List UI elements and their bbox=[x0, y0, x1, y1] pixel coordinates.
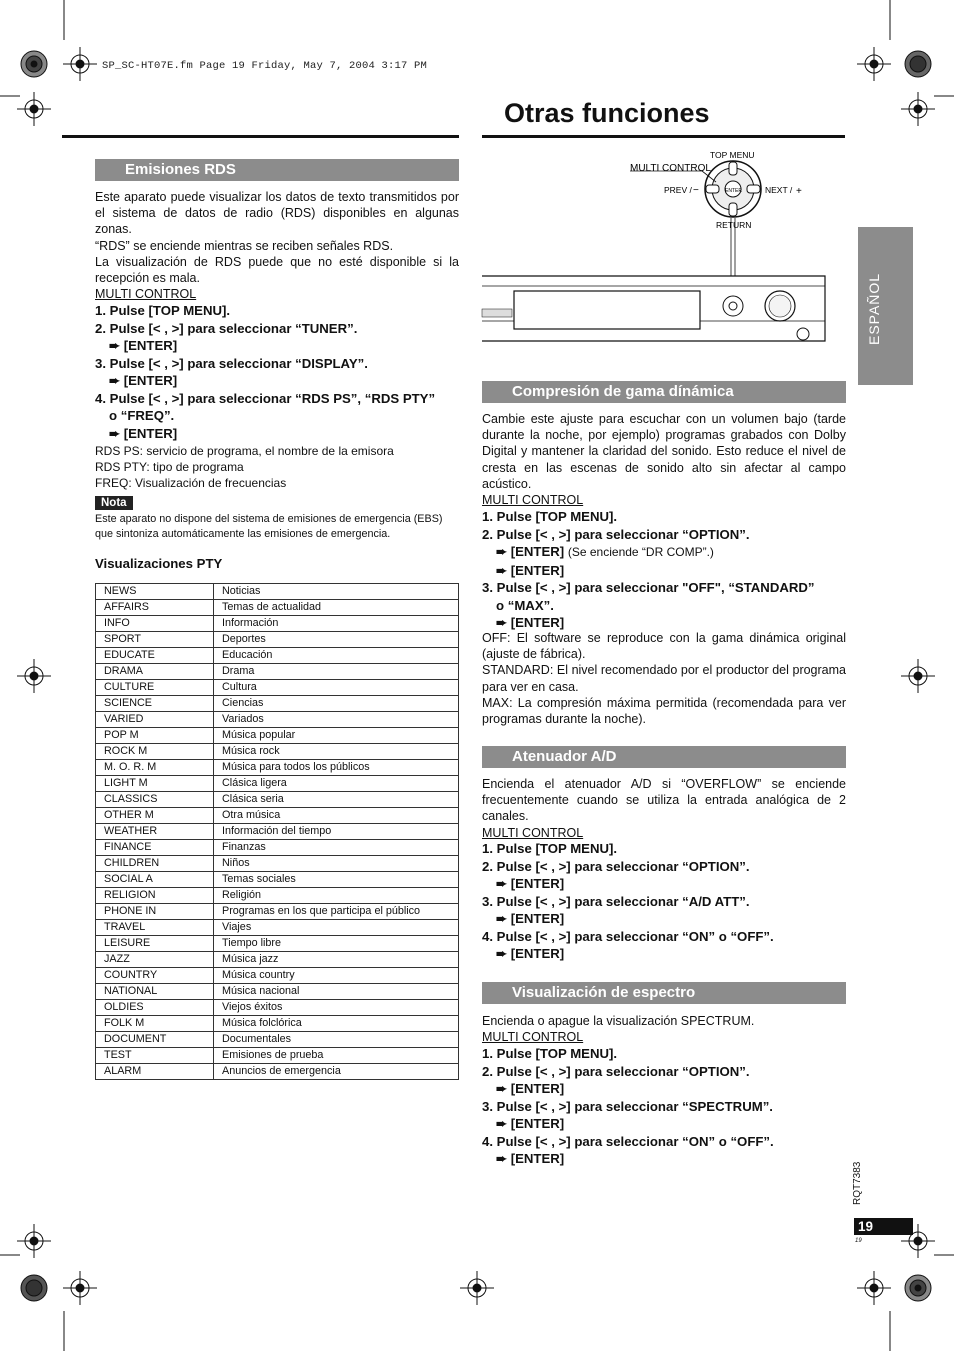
rds-intro bbox=[95, 189, 459, 302]
step: 3. Pulse [< , >] para seleccionar "OFF", “STANDARD” bbox=[482, 580, 815, 595]
page-number: 19 bbox=[854, 1218, 913, 1235]
pty-code-cell: TRAVEL bbox=[96, 920, 214, 936]
table-row bbox=[96, 584, 459, 600]
pty-description-cell: Niños bbox=[214, 856, 459, 872]
table-row bbox=[96, 664, 459, 680]
pty-description-cell: Anuncios de emergencia bbox=[214, 1064, 459, 1080]
pty-description-cell: Emisiones de prueba bbox=[214, 1048, 459, 1064]
definition: RDS PTY: tipo de programa bbox=[95, 460, 244, 474]
table-row bbox=[96, 1032, 459, 1048]
crosshair-mark bbox=[857, 47, 891, 81]
pty-description-cell: Clásica seria bbox=[214, 792, 459, 808]
note-block bbox=[95, 495, 459, 542]
table-row bbox=[96, 904, 459, 920]
pty-code-cell: ROCK M bbox=[96, 744, 214, 760]
pty-table bbox=[95, 583, 459, 1080]
pty-description-cell: Música para todos los públicos bbox=[214, 760, 459, 776]
pty-description-cell: Otra música bbox=[214, 808, 459, 824]
spec-intro bbox=[482, 1013, 846, 1045]
language-tab bbox=[858, 227, 913, 385]
pty-description-cell: Viajes bbox=[214, 920, 459, 936]
step: 2. Pulse [< , >] para seleccionar “TUNER”. bbox=[95, 320, 358, 336]
starburst-mark bbox=[905, 51, 931, 77]
step: 1. Pulse [TOP MENU]. bbox=[482, 1046, 618, 1061]
pty-description-cell: Programas en los que participa el público bbox=[214, 904, 459, 920]
step: 1. Pulse [TOP MENU]. bbox=[482, 841, 618, 856]
table-row bbox=[96, 632, 459, 648]
pty-code-cell: NATIONAL bbox=[96, 984, 214, 1000]
enter-step: ➨ [ENTER] bbox=[496, 946, 565, 961]
drc-steps bbox=[482, 508, 854, 632]
section-heading-rds: Emisiones RDS bbox=[95, 159, 459, 181]
pty-code-cell: RELIGION bbox=[96, 888, 214, 904]
table-row bbox=[96, 968, 459, 984]
att-intro bbox=[482, 776, 846, 841]
enter-label: ➨ [ENTER] bbox=[496, 544, 565, 559]
enter-step: ➨ [ENTER] bbox=[109, 373, 178, 388]
pty-code-cell: OTHER M bbox=[96, 808, 214, 824]
step-continuation: o “FREQ”. bbox=[109, 408, 175, 423]
table-row bbox=[96, 856, 459, 872]
starburst-mark bbox=[905, 1275, 931, 1301]
multi-control-label: MULTI CONTROL bbox=[95, 287, 197, 302]
rds-paragraph: “RDS” se enciende mientras se reciben señales RDS. bbox=[95, 238, 394, 253]
document-code: RQT7383 bbox=[852, 1161, 863, 1205]
step: 1. Pulse [TOP MENU]. bbox=[482, 509, 618, 524]
step: 3. Pulse [< , >] para seleccionar “DISPLAY”. bbox=[95, 355, 368, 371]
step-continuation: o “MAX”. bbox=[496, 597, 554, 613]
definition: OFF: El software se reproduce con la gama dinámica original (ajuste de fábrica). bbox=[482, 631, 846, 662]
rds-paragraph: La visualización de RDS puede que no esté disponible si la recepción es mala. bbox=[95, 254, 459, 286]
pty-code-cell: SCIENCE bbox=[96, 696, 214, 712]
pty-code-cell: SPORT bbox=[96, 632, 214, 648]
minus-icon: − bbox=[693, 185, 699, 196]
table-row bbox=[96, 1016, 459, 1032]
pty-code-cell: FINANCE bbox=[96, 840, 214, 856]
enter-step: ➨ [ENTER] bbox=[496, 562, 565, 578]
pty-code-cell: ALARM bbox=[96, 1064, 214, 1080]
table-row bbox=[96, 696, 459, 712]
page-title: Otras funciones bbox=[504, 98, 710, 128]
table-row bbox=[96, 648, 459, 664]
att-paragraph: Encienda el atenuador A/D si “OVERFLOW” se enciende frecuentemente cuando se utiliza la entrada analógica de 2 canales. bbox=[482, 777, 846, 824]
pty-code-cell: DOCUMENT bbox=[96, 1032, 214, 1048]
diagram-label-return: RETURN bbox=[716, 220, 752, 230]
step: 2. Pulse [< , >] para seleccionar “OPTION”. bbox=[482, 858, 750, 874]
drc-intro bbox=[482, 411, 846, 508]
spec-paragraph: Encienda o apague la visualización SPECTRUM. bbox=[482, 1014, 755, 1028]
table-row bbox=[96, 616, 459, 632]
pty-code-cell: WEATHER bbox=[96, 824, 214, 840]
rds-paragraph: Este aparato puede visualizar los datos de texto transmitidos por el sistema de datos de radio (RDS) disponibles en algunas zonas. bbox=[95, 190, 459, 237]
pty-code-cell: SOCIAL A bbox=[96, 872, 214, 888]
enter-step: ➨ [ENTER] bbox=[496, 876, 565, 891]
pty-code-cell: JAZZ bbox=[96, 952, 214, 968]
diagram-label-prev: PREV / bbox=[664, 185, 692, 195]
pty-description-cell: Temas sociales bbox=[214, 872, 459, 888]
enter-step: ➨ [ENTER] bbox=[109, 425, 178, 441]
table-row bbox=[96, 824, 459, 840]
step: 2. Pulse [< , >] para seleccionar “OPTION”. bbox=[482, 526, 750, 542]
language-tab-label: ESPAÑOL bbox=[866, 272, 882, 345]
unit-front-panel bbox=[482, 276, 825, 341]
section-heading-att: Atenuador A/D bbox=[482, 746, 846, 768]
pty-description-cell: Música folclórica bbox=[214, 1016, 459, 1032]
pty-description-cell: Noticias bbox=[214, 584, 459, 600]
pty-description-cell: Ciencias bbox=[214, 696, 459, 712]
enter-step: ➨ [ENTER] bbox=[496, 1151, 565, 1166]
crosshair-mark bbox=[63, 1271, 97, 1305]
table-row bbox=[96, 728, 459, 744]
definition: MAX: La compresión máxima permitida (recomendada para ver programas durante la noche). bbox=[482, 695, 846, 727]
pty-code-cell: FOLK M bbox=[96, 1016, 214, 1032]
pty-description-cell: Música popular bbox=[214, 728, 459, 744]
pty-code-cell: INFO bbox=[96, 616, 214, 632]
multi-control-label: MULTI CONTROL bbox=[482, 493, 584, 508]
diagram-label-multi-control: MULTI CONTROL bbox=[630, 163, 711, 174]
definition: FREQ: Visualización de frecuencias bbox=[95, 476, 287, 490]
table-row bbox=[96, 712, 459, 728]
crosshair-mark bbox=[901, 659, 935, 693]
crosshair-mark bbox=[857, 1271, 891, 1305]
left-title-rule bbox=[62, 135, 459, 138]
pty-title: Visualizaciones PTY bbox=[95, 556, 223, 571]
definition: RDS PS: servicio de programa, el nombre de la emisora bbox=[95, 444, 394, 458]
diagram-label-enter: ENTER bbox=[725, 188, 742, 194]
table-row bbox=[96, 680, 459, 696]
diagram-label-next: NEXT / bbox=[765, 185, 793, 195]
pty-description-cell: Información bbox=[214, 616, 459, 632]
step: 1. Pulse [TOP MENU]. bbox=[95, 303, 231, 318]
pty-code-cell: CULTURE bbox=[96, 680, 214, 696]
step: 3. Pulse [< , >] para seleccionar “A/D ATT”. bbox=[482, 893, 750, 909]
diagram-label-top-menu: TOP MENU bbox=[710, 150, 755, 160]
table-row bbox=[96, 760, 459, 776]
pty-description-cell: Información del tiempo bbox=[214, 824, 459, 840]
note-text: Este aparato no dispone del sistema de emisiones de emergencia (EBS) que sintoniza automáticamente las emisiones de emergencia. bbox=[95, 513, 443, 540]
enter-step: ➨ [ENTER] bbox=[109, 338, 178, 353]
crosshair-mark bbox=[17, 659, 51, 693]
pty-description-cell: Deportes bbox=[214, 632, 459, 648]
enter-step bbox=[482, 543, 854, 562]
starburst-mark bbox=[21, 51, 47, 77]
pty-description-cell: Clásica ligera bbox=[214, 776, 459, 792]
definition: STANDARD: El nivel recomendado por el productor del programa para ver en casa. bbox=[482, 663, 846, 694]
drc-definitions bbox=[482, 630, 846, 727]
pty-code-cell: POP M bbox=[96, 728, 214, 744]
note-badge: Nota bbox=[95, 496, 133, 510]
enter-note: (Se enciende “DR COMP”.) bbox=[567, 545, 714, 559]
rds-definitions bbox=[95, 443, 459, 491]
table-row bbox=[96, 872, 459, 888]
table-row bbox=[96, 888, 459, 904]
pty-code-cell: M. O. R. M bbox=[96, 760, 214, 776]
crosshair-mark bbox=[17, 92, 51, 126]
pty-description-cell: Variados bbox=[214, 712, 459, 728]
pty-description-cell: Tiempo libre bbox=[214, 936, 459, 952]
pty-code-cell: AFFAIRS bbox=[96, 600, 214, 616]
step: 4. Pulse [< , >] para seleccionar “ON” o “OFF”. bbox=[482, 928, 774, 944]
table-row bbox=[96, 920, 459, 936]
starburst-mark bbox=[21, 1275, 47, 1301]
crosshair-mark bbox=[63, 47, 97, 81]
pty-description-cell: Música nacional bbox=[214, 984, 459, 1000]
enter-step: ➨ [ENTER] bbox=[496, 911, 565, 926]
pty-code-cell: LIGHT M bbox=[96, 776, 214, 792]
section-heading-spectrum: Visualización de espectro bbox=[482, 982, 846, 1004]
att-steps bbox=[482, 840, 854, 963]
pty-code-cell: CHILDREN bbox=[96, 856, 214, 872]
page-number-small: 19 bbox=[855, 1238, 862, 1244]
enter-step: ➨ [ENTER] bbox=[496, 1081, 565, 1096]
crosshair-mark bbox=[460, 1271, 494, 1305]
pty-code-cell: NEWS bbox=[96, 584, 214, 600]
drc-paragraph: Cambie este ajuste para escuchar con un volumen bajo (tarde durante la noche, por ejemplo) programas grabados con Dolby Digital y mantener la claridad del sonido. Esto reduce el nivel de cresta en las escenas de sonido alto sin afectar al campo acústico. bbox=[482, 412, 846, 491]
plus-icon: + bbox=[796, 186, 802, 197]
table-row bbox=[96, 1000, 459, 1016]
table-row bbox=[96, 1048, 459, 1064]
table-row bbox=[96, 952, 459, 968]
file-header-line: SP_SC-HT07E.fm Page 19 Friday, May 7, 2004 3:17 PM bbox=[102, 60, 428, 72]
pty-description-cell: Drama bbox=[214, 664, 459, 680]
multi-control-label: MULTI CONTROL bbox=[482, 825, 584, 840]
pty-description-cell: Finanzas bbox=[214, 840, 459, 856]
table-row bbox=[96, 936, 459, 952]
enter-step: ➨ [ENTER] bbox=[496, 1116, 565, 1131]
pty-code-cell: OLDIES bbox=[96, 1000, 214, 1016]
pty-description-cell: Religión bbox=[214, 888, 459, 904]
section-heading-drc: Compresión de gama dínámica bbox=[482, 381, 846, 403]
spec-steps bbox=[482, 1045, 854, 1168]
pty-code-cell: CLASSICS bbox=[96, 792, 214, 808]
pty-description-cell: Música jazz bbox=[214, 952, 459, 968]
pty-code-cell: LEISURE bbox=[96, 936, 214, 952]
rds-steps bbox=[95, 302, 465, 442]
table-row bbox=[96, 600, 459, 616]
pty-description-cell: Música country bbox=[214, 968, 459, 984]
unit-diagram bbox=[480, 146, 830, 346]
pty-code-cell: EDUCATE bbox=[96, 648, 214, 664]
step: 4. Pulse [< , >] para seleccionar “RDS PS”, “RDS PTY” bbox=[95, 390, 436, 406]
crosshair-mark bbox=[901, 92, 935, 126]
enter-step: ➨ [ENTER] bbox=[496, 615, 565, 630]
pty-description-cell: Educación bbox=[214, 648, 459, 664]
pty-code-cell: PHONE IN bbox=[96, 904, 214, 920]
step: 2. Pulse [< , >] para seleccionar “OPTION”. bbox=[482, 1063, 750, 1079]
pty-description-cell: Cultura bbox=[214, 680, 459, 696]
pty-description-cell: Música rock bbox=[214, 744, 459, 760]
table-row bbox=[96, 792, 459, 808]
pty-code-cell: TEST bbox=[96, 1048, 214, 1064]
pty-description-cell: Documentales bbox=[214, 1032, 459, 1048]
pty-description-cell: Temas de actualidad bbox=[214, 600, 459, 616]
table-row bbox=[96, 984, 459, 1000]
table-row bbox=[96, 840, 459, 856]
table-row bbox=[96, 776, 459, 792]
right-title-rule bbox=[482, 135, 845, 138]
step: 4. Pulse [< , >] para seleccionar “ON” o “OFF”. bbox=[482, 1133, 774, 1149]
pty-description-cell: Viejos éxitos bbox=[214, 1000, 459, 1016]
pty-code-cell: DRAMA bbox=[96, 664, 214, 680]
step: 3. Pulse [< , >] para seleccionar “SPECTRUM”. bbox=[482, 1098, 773, 1114]
table-row bbox=[96, 744, 459, 760]
table-row bbox=[96, 1064, 459, 1080]
pty-code-cell: COUNTRY bbox=[96, 968, 214, 984]
crosshair-mark bbox=[17, 1224, 51, 1258]
pty-code-cell: VARIED bbox=[96, 712, 214, 728]
multi-control-label: MULTI CONTROL bbox=[482, 1030, 584, 1045]
table-row bbox=[96, 808, 459, 824]
